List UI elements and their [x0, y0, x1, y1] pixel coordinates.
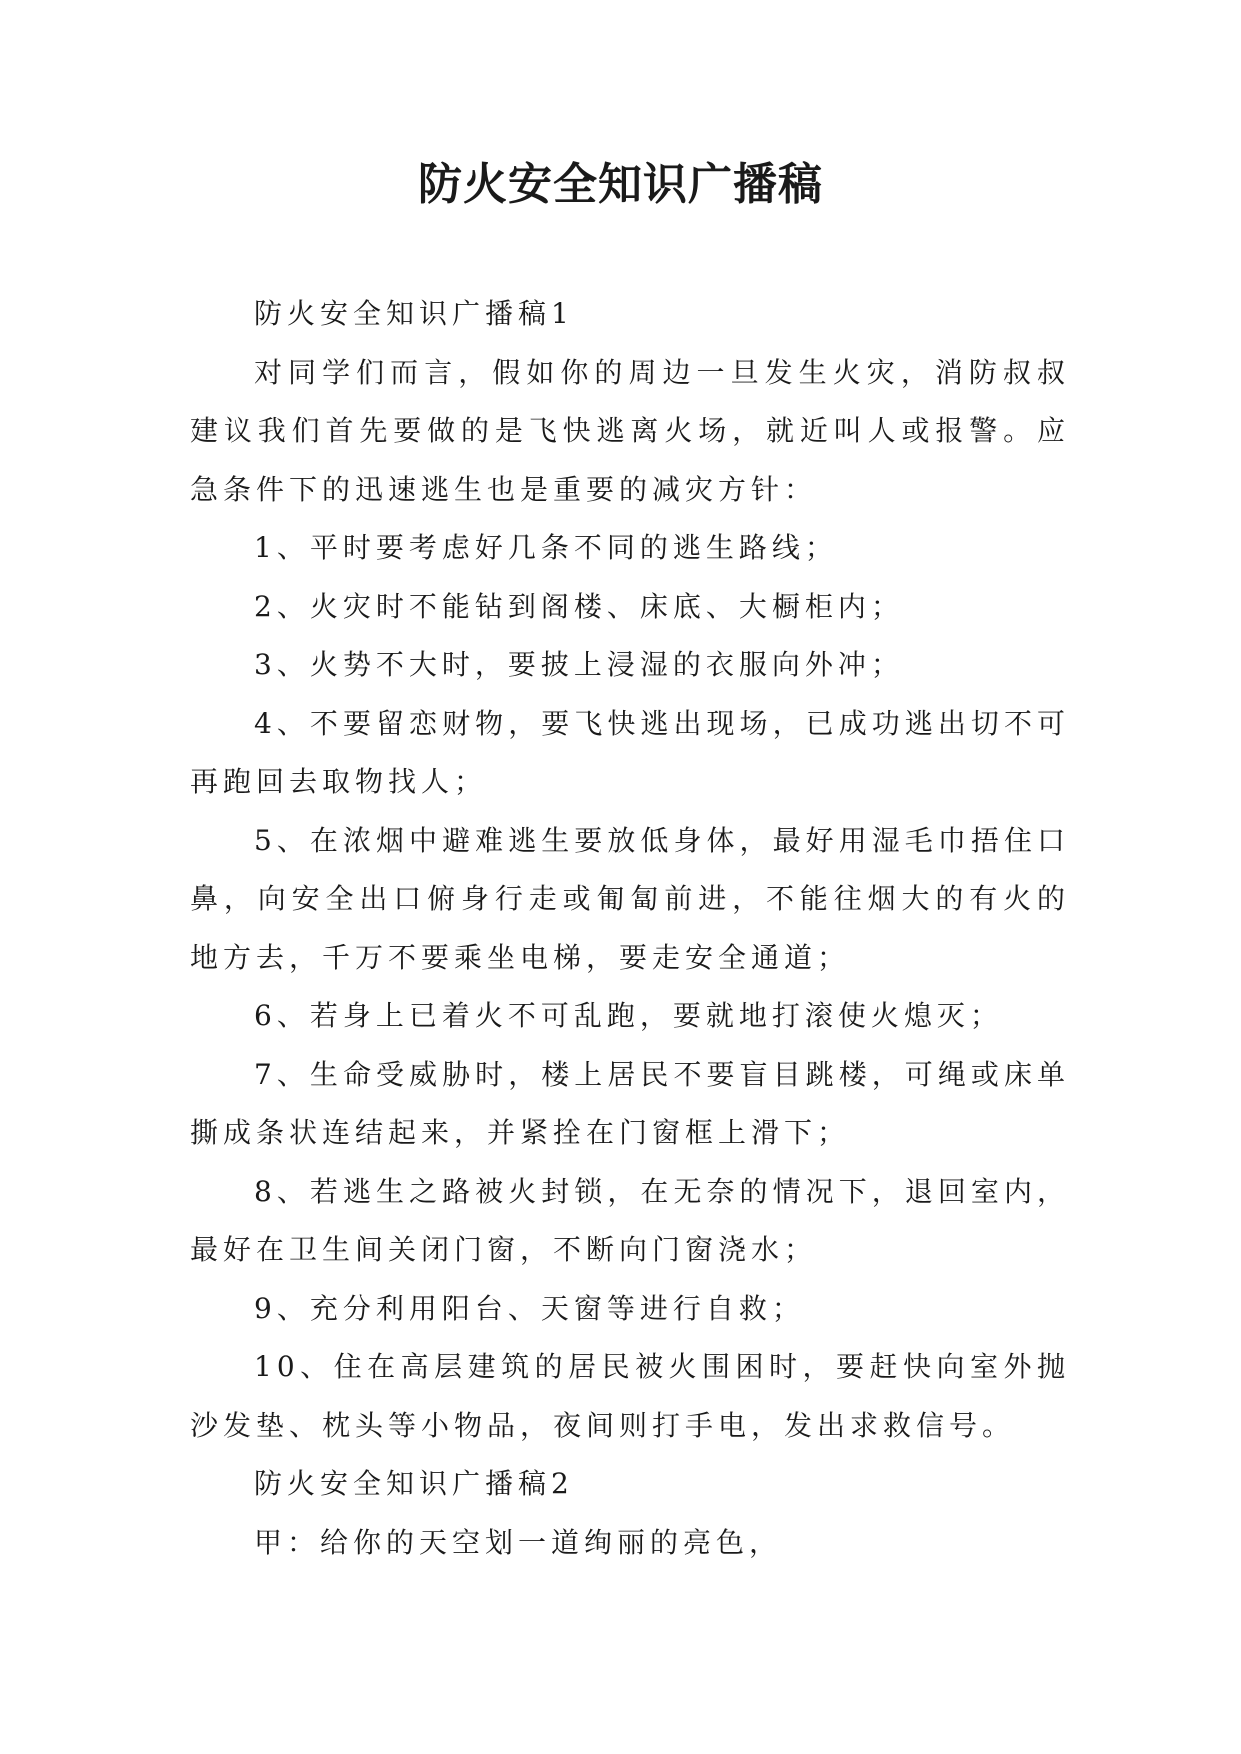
dialogue-line: 甲：给你的天空划一道绚丽的亮色，	[254, 1525, 783, 1559]
document-body	[190, 285, 1070, 1572]
list-item-5: 5、在浓烟中避难逃生要放低身体，最好用湿毛巾捂住口鼻，向安全出口俯身行走或匍匐前进，不能往烟大的有火的地方去，千万不要乘坐电梯，要走安全通道；	[190, 823, 1070, 974]
document-title: 防火安全知识广播稿	[418, 159, 823, 210]
list-item-2: 2、火灾时不能钻到阁楼、床底、大橱柜内；	[254, 589, 904, 623]
list-item-3: 3、火势不大时，要披上浸湿的衣服向外冲；	[254, 648, 904, 681]
list-item-9: 9、充分利用阳台、天窗等进行自救；	[254, 1291, 805, 1325]
list-item-8: 8、若逃生之路被火封锁，在无奈的情况下，退回室内，最好在卫生间关闭门窗，不断向门窗浇水；	[190, 1174, 1070, 1266]
list-item-4: 4、不要留恋财物，要飞快逃出现场，已成功逃出切不可再跑回去取物找人；	[190, 706, 1070, 798]
list-item-6: 6、若身上已着火不可乱跑，要就地打滚使火熄灭；	[254, 999, 1003, 1032]
section-heading-1: 防火安全知识广播稿1	[254, 297, 574, 330]
list-item-10: 10、住在高层建筑的居民被火围困时，要赶快向室外抛沙发垫、枕头等小物品，夜间则打手电，发出求救信号。	[190, 1350, 1070, 1442]
list-item-7: 7、生命受威胁时，楼上居民不要盲目跳楼，可绳或床单撕成条状连结起来，并紧拴在门窗框上滑下；	[190, 1057, 1070, 1149]
intro-paragraph: 对同学们而言，假如你的周边一旦发生火灾，消防叔叔建议我们首先要做的是飞快逃离火场，就近叫人或报警。应急条件下的迅速逃生也是重要的减灾方针：	[190, 355, 1070, 506]
list-item-1: 1、平时要考虑好几条不同的逃生路线；	[254, 531, 838, 564]
section-heading-2: 防火安全知识广播稿2	[254, 1467, 574, 1500]
